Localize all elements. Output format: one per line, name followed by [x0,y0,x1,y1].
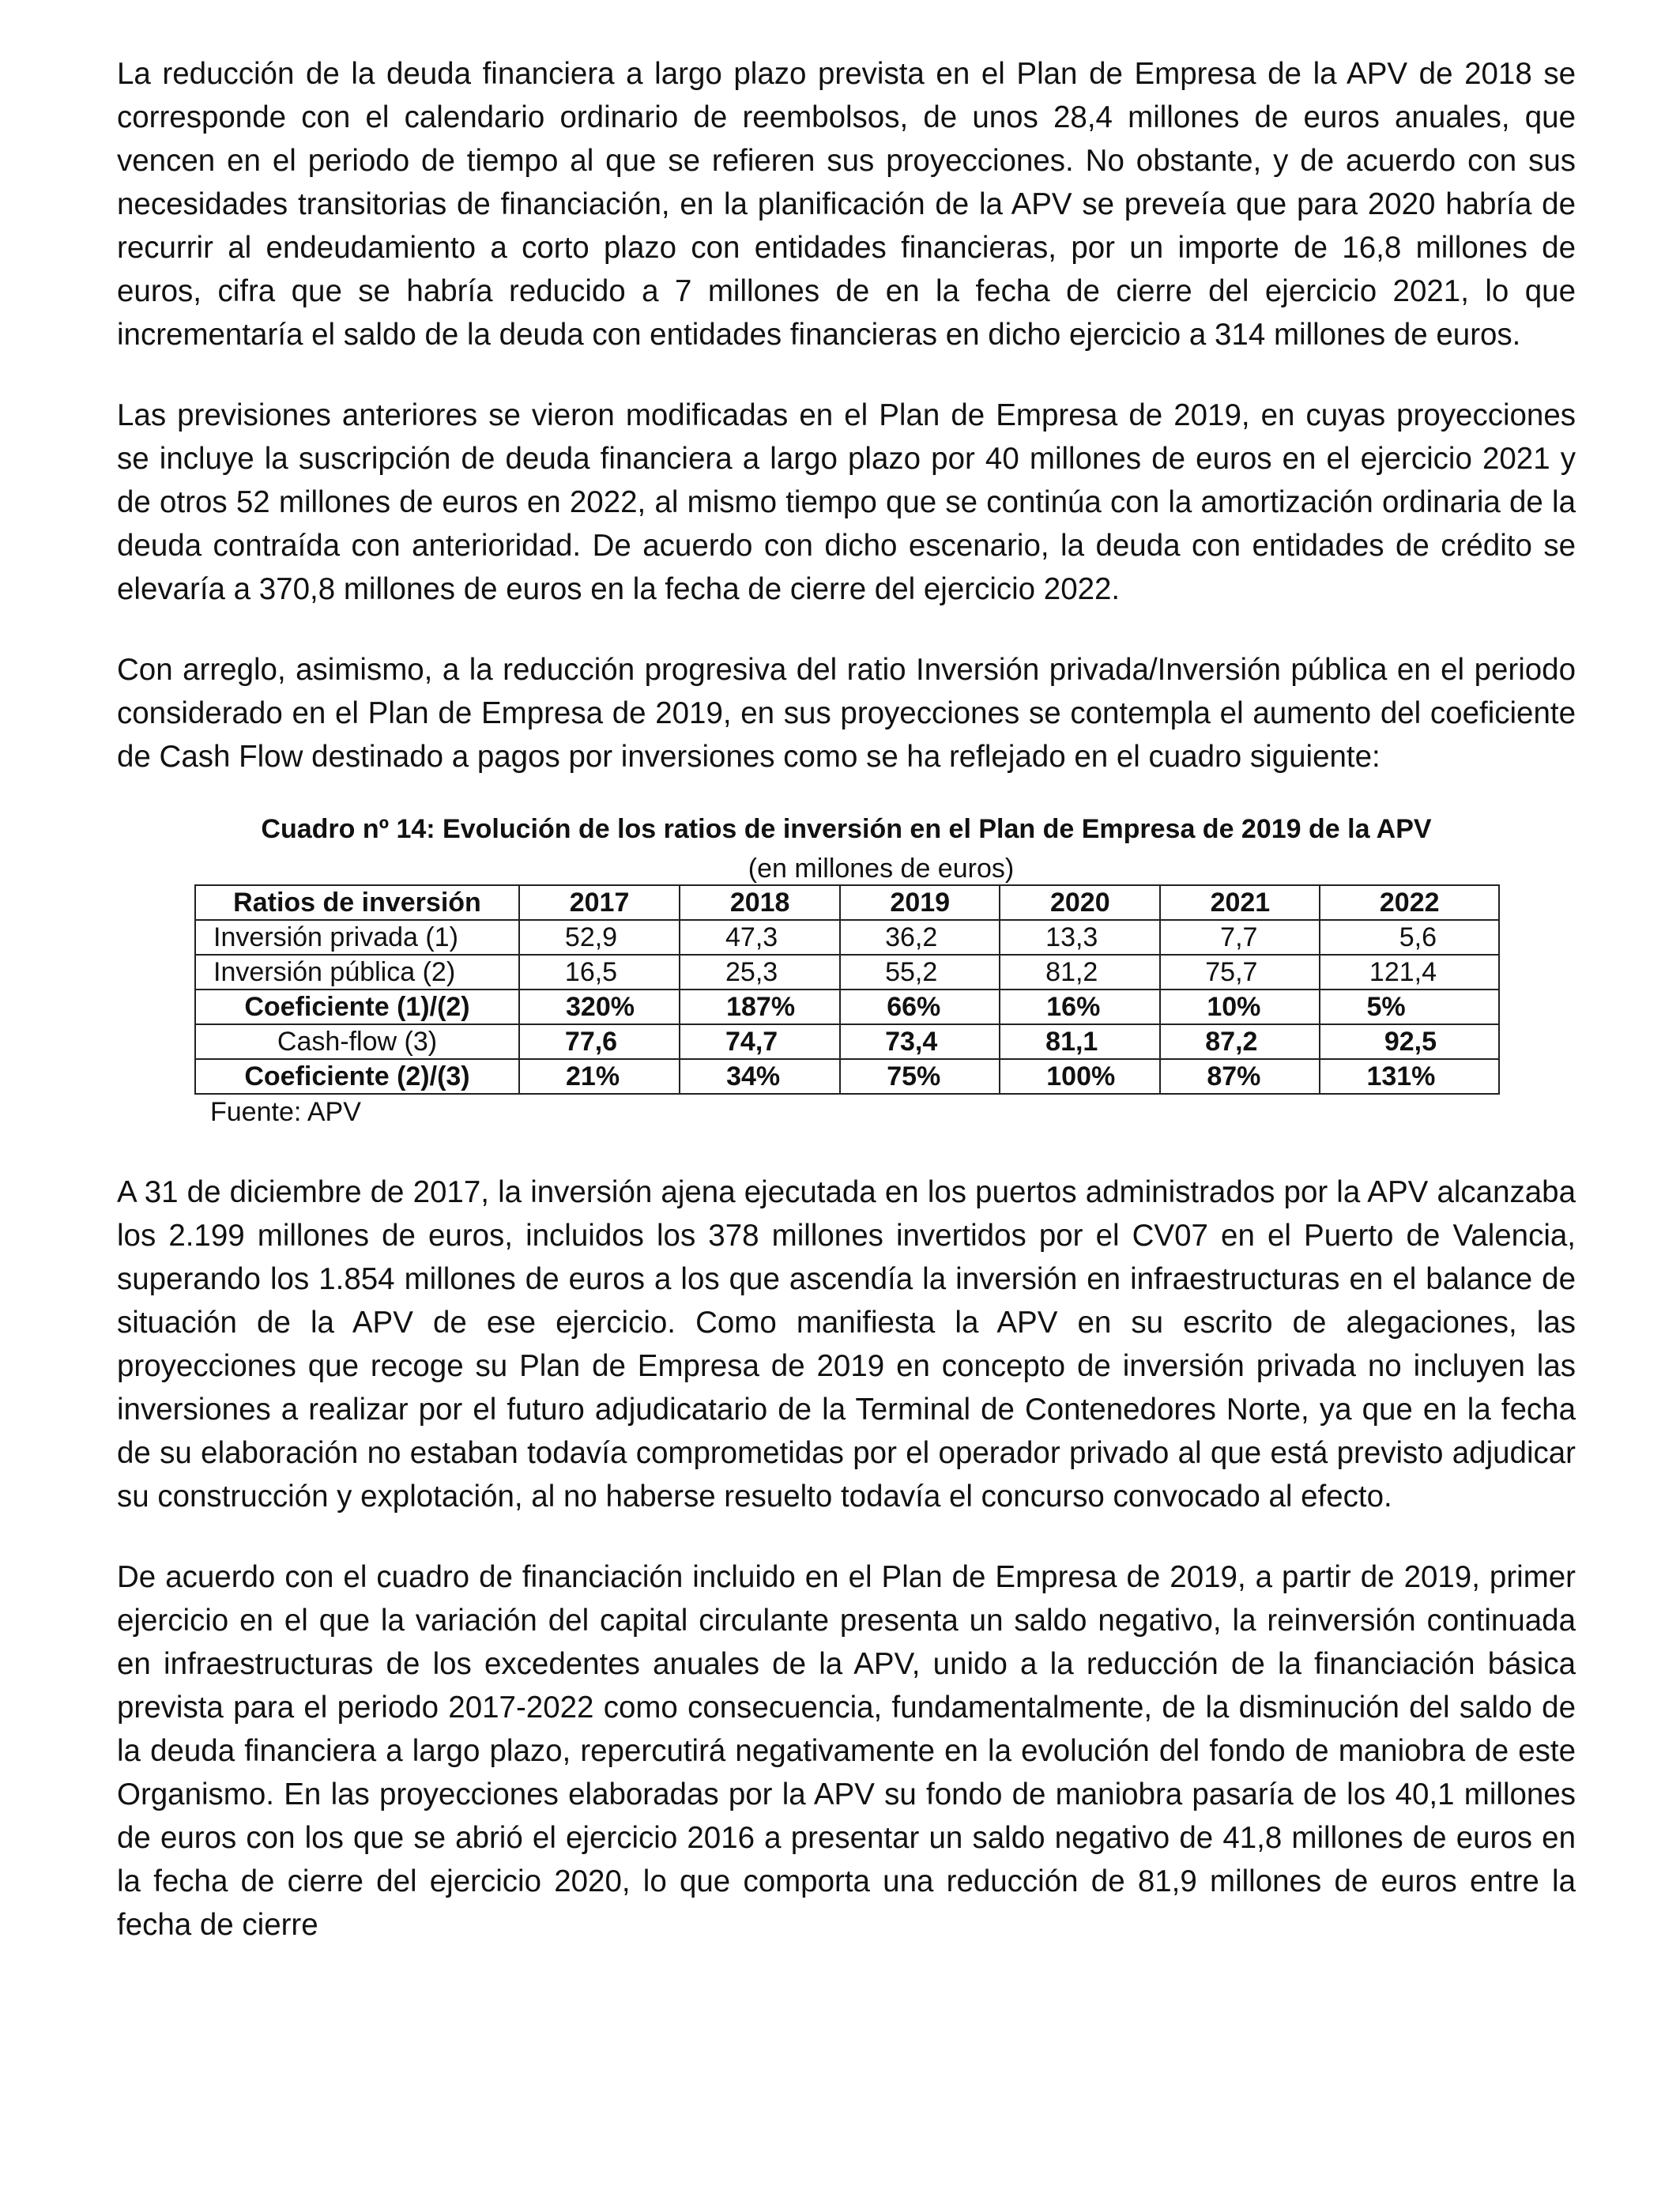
table-cell: 87% [1160,1059,1320,1094]
table-cell: 13,3 [1000,920,1160,955]
row-label: Cash-flow (3) [195,1024,519,1059]
paragraph-inversion-ajena: A 31 de diciembre de 2017, la inversión ajena ejecutada en los puertos administrados por la APV alcanzaba los 2.199 millones de euros, incluidos los 378 millones invertidos por el CV07 en el Puerto de Valencia, superando los 1.854 millones de euros a los que ascendía la inversión en infraestructuras en el balance de situación de la APV de ese ejercicio. Como manifiesta la APV en su escrito de alegaciones, las proyecciones que recoge su Plan de Empresa de 2019 en concepto de inversión privada no incluyen las inversiones a realizar por el futuro adjudicatario de la Terminal de Contenedores Norte, ya que en la fecha de su elaboración no estaban todavía comprometidas por el operador privado al que está previsto adjudicar su construcción y explotación, al no haberse resuelto todavía el concurso convocado al efecto. [117,1175,1576,1514]
table-cell: 52,9 [519,920,680,955]
table-cell: 5% [1320,990,1499,1024]
table-cell: 5,6 [1320,920,1499,955]
table-cell: 73,4 [840,1024,1000,1059]
header-2021: 2021 [1160,885,1320,920]
cuadro-14 [117,812,1576,1129]
table-cell: 187% [680,990,840,1024]
header-2022: 2022 [1320,885,1499,920]
document-page [117,52,1576,1947]
table-row-inversion-publica [195,955,1499,990]
table-row-coeficiente-1-2 [195,990,1499,1024]
paragraph-ratio-inversion: Con arreglo, asimismo, a la reducción progresiva del ratio Inversión privada/Inversión pública en el periodo considerado en el Plan de Empresa de 2019, en sus proyecciones se contempla el aumento del coeficiente de Cash Flow destinado a pagos por inversiones como se ha reflejado en el cuadro siguiente: [117,653,1576,774]
table-caption: Cuadro nº 14: Evolución de los ratios de inversión en el Plan de Empresa de 2019 de la APV [261,814,1432,844]
table-row-coeficiente-2-3 [195,1059,1499,1094]
table-cell: 77,6 [519,1024,680,1059]
row-label: Inversión pública (2) [195,955,519,990]
row-label: Coeficiente (2)/(3) [195,1059,519,1094]
paragraph-cuadro-financiacion: De acuerdo con el cuadro de financiación incluido en el Plan de Empresa de 2019, a partir de 2019, primer ejercicio en el que la variación del capital circulante presenta un saldo negativo, la reinversión continuada en infraestructuras de los excedentes anuales de la APV, unido a la reducción de la financiación básica prevista para el periodo 2017-2022 como consecuencia, fundamentalmente, de la disminución del saldo de la deuda financiera a largo plazo, repercutirá negativamente en la evolución del fondo de maniobra de este Organismo. En las proyecciones elaboradas por la APV su fondo de maniobra pasaría de los 40,1 millones de euros con los que se abrió el ejercicio 2016 a presentar un saldo negativo de 41,8 millones de euros en la fecha de cierre del ejercicio 2020, lo que comporta una reducción de 81,9 millones de euros entre la fecha de cierre [117,1560,1576,1942]
table-cell: 16,5 [519,955,680,990]
header-ratios: Ratios de inversión [195,885,519,920]
table-cell: 131% [1320,1059,1499,1094]
table-row-cash-flow [195,1024,1499,1059]
table-cell: 7,7 [1160,920,1320,955]
table-cell: 121,4 [1320,955,1499,990]
table-cell: 81,1 [1000,1024,1160,1059]
ratios-table [194,884,1500,1095]
paragraph-deuda-financiera: La reducción de la deuda financiera a largo plazo prevista en el Plan de Empresa de la APV de 2018 se corresponde con el calendario ordinario de reembolsos, de unos 28,4 millones de euros anuales, que vencen en el periodo de tiempo al que se refieren sus proyecciones. No obstante, y de acuerdo con sus necesidades transitorias de financiación, en la planificación de la APV se preveía que para 2020 habría de recurrir al endeudamiento a corto plazo con entidades financieras, por un importe de 16,8 millones de euros, cifra que se habría reducido a 7 millones de en la fecha de cierre del ejercicio 2021, lo que incrementaría el saldo de la deuda con entidades financieras en dicho ejercicio a 314 millones de euros. [117,57,1576,352]
table-cell: 55,2 [840,955,1000,990]
table-cell: 47,3 [680,920,840,955]
table-cell: 74,7 [680,1024,840,1059]
table-cell: 75,7 [1160,955,1320,990]
table-header-row [195,885,1499,920]
table-cell: 87,2 [1160,1024,1320,1059]
table-units: (en millones de euros) [748,854,1015,884]
table-cell: 75% [840,1059,1000,1094]
header-2017: 2017 [519,885,680,920]
table-cell: 100% [1000,1059,1160,1094]
table-cell: 92,5 [1320,1024,1499,1059]
table-row-inversion-privada [195,920,1499,955]
table-cell: 10% [1160,990,1320,1024]
table-cell: 66% [840,990,1000,1024]
table-cell: 320% [519,990,680,1024]
header-2020: 2020 [1000,885,1160,920]
row-label: Coeficiente (1)/(2) [195,990,519,1024]
paragraph-previsiones-plan-2019: Las previsiones anteriores se vieron modificadas en el Plan de Empresa de 2019, en cuyas proyecciones se incluye la suscripción de deuda financiera a largo plazo por 40 millones de euros en el ejercicio 2021 y de otros 52 millones de euros en 2022, al mismo tiempo que se continúa con la amortización ordinaria de la deuda contraída con anterioridad. De acuerdo con dicho escenario, la deuda con entidades de crédito se elevaría a 370,8 millones de euros en la fecha de cierre del ejercicio 2022. [117,398,1576,606]
table-source: Fuente: APV [210,1097,361,1127]
table-cell: 34% [680,1059,840,1094]
table-cell: 81,2 [1000,955,1160,990]
table-cell: 21% [519,1059,680,1094]
table-cell: 25,3 [680,955,840,990]
header-2019: 2019 [840,885,1000,920]
table-cell: 16% [1000,990,1160,1024]
row-label: Inversión privada (1) [195,920,519,955]
header-2018: 2018 [680,885,840,920]
table-cell: 36,2 [840,920,1000,955]
